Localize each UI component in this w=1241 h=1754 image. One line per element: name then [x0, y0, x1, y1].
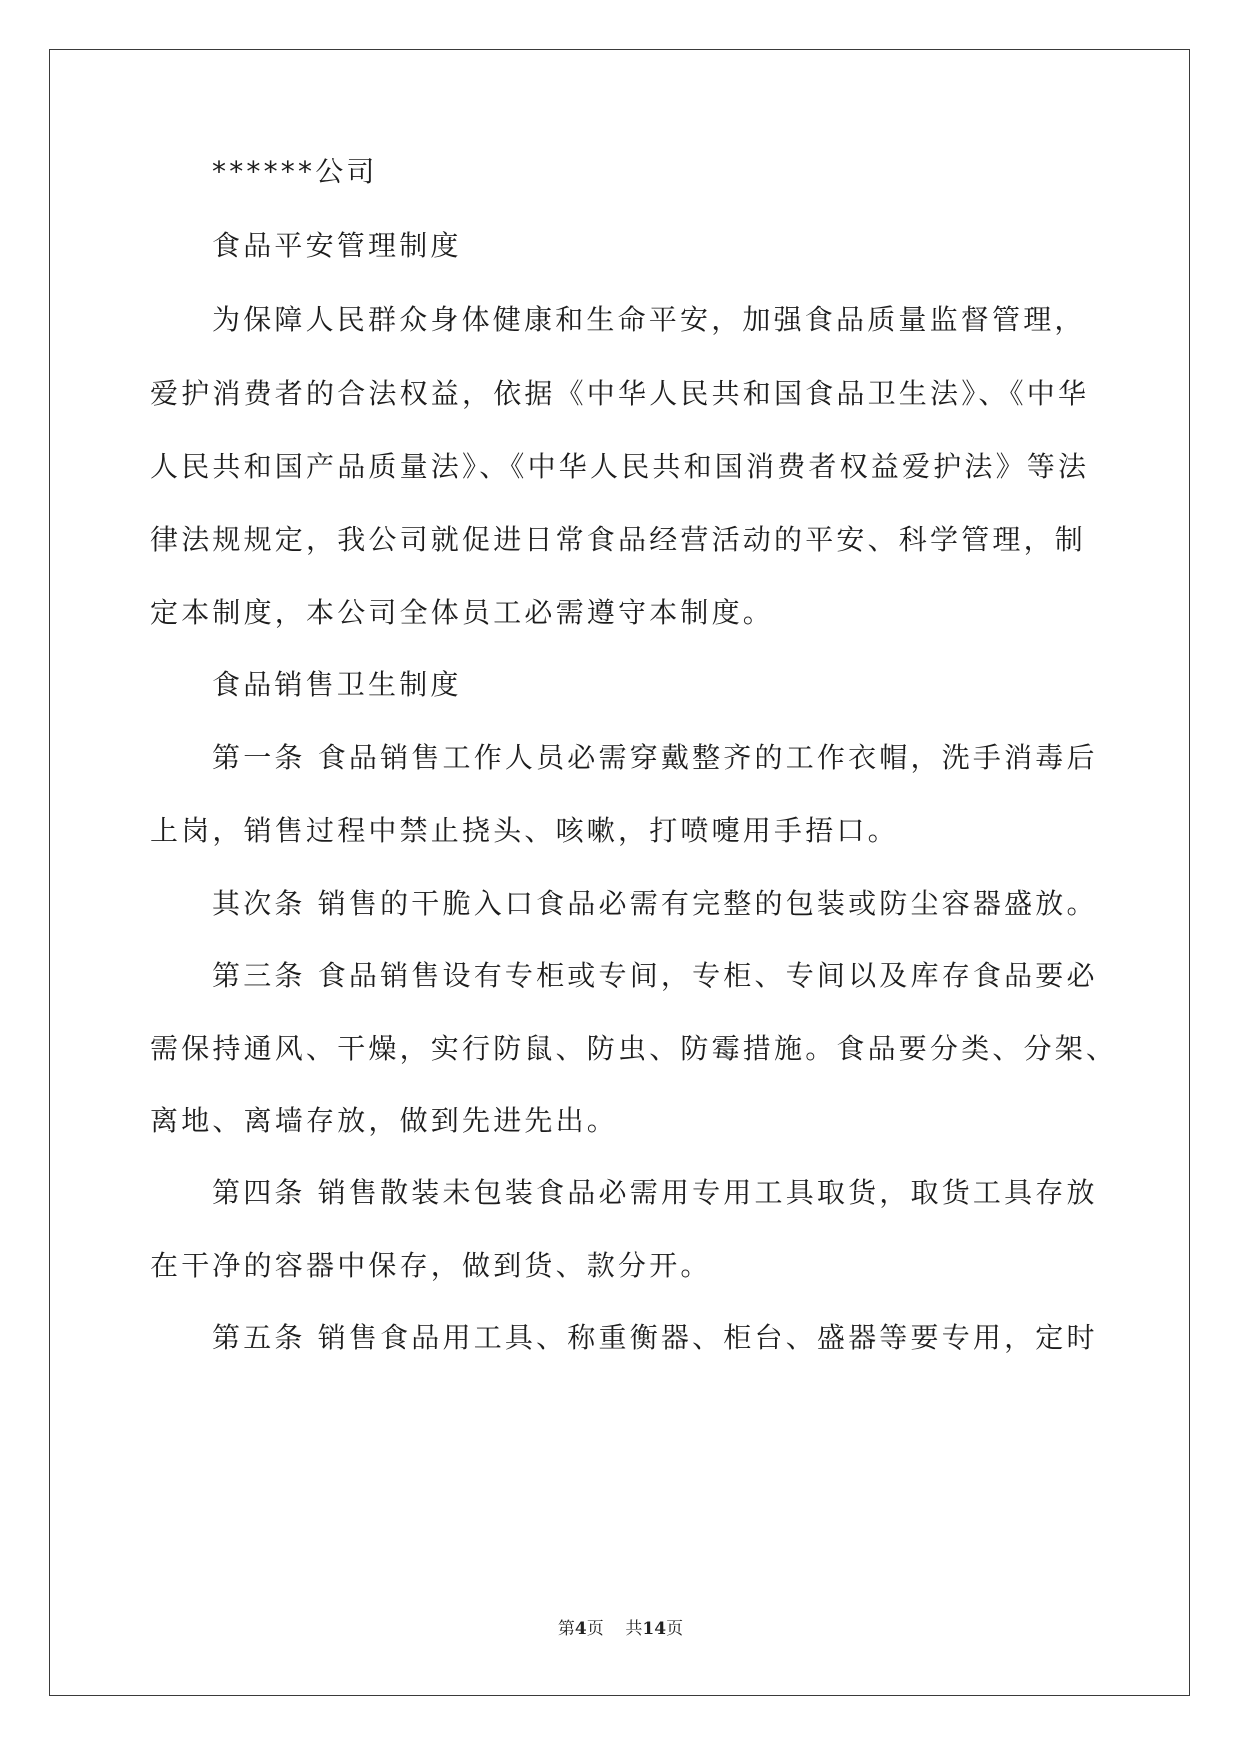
article-line: 其次条 销售的干脆入口食品必需有完整的包装或防尘容器盛放。: [212, 887, 1098, 920]
section-title: 食品销售卫生制度: [212, 668, 462, 701]
footer-total-suffix: 页: [666, 1619, 684, 1639]
footer-page-suffix: 页: [586, 1619, 604, 1639]
paragraph-line: 律法规规定，我公司就促进日常食品经营活动的平安、科学管理，制: [150, 523, 1087, 556]
paragraph-line: 为保障人民群众身体健康和生命平安，加强食品质量监督管理，: [212, 303, 1086, 336]
article-line: 离地、离墙存放，做到先进先出。: [150, 1104, 619, 1137]
article-line: 在干净的容器中保存，做到货、款分开。: [150, 1249, 712, 1282]
total-pages-number: 14: [642, 1619, 667, 1639]
paragraph-line: 爱护消费者的合法权益，依据《中华人民共和国食品卫生法》、《中华: [150, 377, 1090, 410]
article-line: 第三条 食品销售设有专柜或专间，专柜、专间以及库存食品要必: [212, 959, 1098, 992]
page-frame: [49, 49, 1190, 1696]
article-line: 上岗，销售过程中禁止挠头、咳嗽，打喷嚏用手捂口。: [150, 814, 899, 847]
current-page-number: 4: [574, 1619, 587, 1639]
article-line: 第一条 食品销售工作人员必需穿戴整齐的工作衣帽，洗手消毒后: [212, 741, 1098, 774]
footer-total-prefix: 共: [625, 1619, 643, 1639]
paragraph-line: 人民共和国产品质量法》、《中华人民共和国消费者权益爱护法》等法: [150, 450, 1090, 483]
footer-prefix: 第: [557, 1619, 575, 1639]
article-line: 第四条 销售散装未包装食品必需用专用工具取货，取货工具存放: [212, 1176, 1098, 1209]
document-title: 食品平安管理制度: [212, 229, 462, 262]
page-footer: [0, 1614, 1241, 1639]
company-name: ******公司: [212, 155, 378, 188]
article-line: 第五条 销售食品用工具、称重衡器、柜台、盛器等要专用，定时: [212, 1321, 1098, 1354]
paragraph-line: 定本制度，本公司全体员工必需遵守本制度。: [150, 596, 775, 629]
article-line: 需保持通风、干燥，实行防鼠、防虫、防霉措施。食品要分类、分架、: [150, 1032, 1118, 1065]
